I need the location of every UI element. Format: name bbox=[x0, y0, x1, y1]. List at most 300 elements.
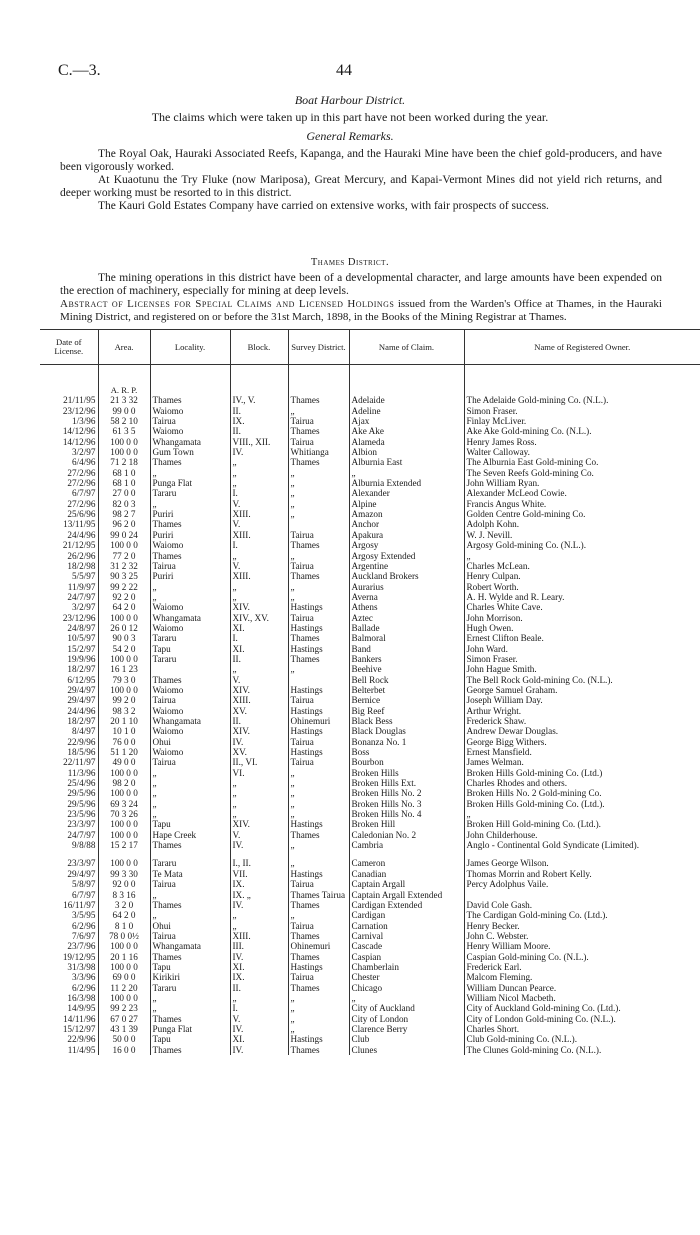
area-p: 0 bbox=[130, 405, 136, 416]
locality: Tairua bbox=[150, 931, 230, 941]
survey-district: Tairua bbox=[288, 972, 349, 982]
registered-owner: Robert Worth. bbox=[464, 582, 700, 592]
block: XV. bbox=[230, 747, 288, 757]
area-r: 2 bbox=[121, 560, 127, 571]
area bbox=[98, 488, 150, 498]
registered-owner: Finlay McLiver. bbox=[464, 416, 700, 426]
area-a: 69 bbox=[112, 972, 122, 983]
table-row bbox=[40, 602, 700, 612]
license-date: 22/9/96 bbox=[67, 736, 96, 747]
locality: Waiomo bbox=[150, 726, 230, 736]
thames-paragraph: The mining operations in this district have been of a developmental character, and large amounts have been expended on the erection of machinery, especially for mining at deep levels. bbox=[60, 272, 662, 297]
area bbox=[98, 437, 150, 447]
table-row bbox=[40, 840, 700, 850]
area-r: 2 bbox=[124, 591, 129, 602]
registered-owner bbox=[464, 890, 700, 900]
locality: Tapu bbox=[150, 962, 230, 972]
table-row bbox=[40, 623, 700, 633]
table-spacer bbox=[40, 850, 700, 858]
registered-owner: City of London Gold-mining Co. (N.L.). bbox=[464, 1014, 700, 1024]
survey-district: Thames bbox=[288, 931, 349, 941]
locality: Whangamata bbox=[150, 437, 230, 447]
table-row bbox=[40, 530, 700, 540]
table-row bbox=[40, 1014, 700, 1024]
area-r: 1 bbox=[124, 478, 129, 489]
area-a: 11 bbox=[110, 982, 120, 993]
area-p: 0 bbox=[133, 653, 138, 664]
license-date: 18/2/97 bbox=[67, 664, 96, 675]
block: IX. bbox=[230, 972, 288, 982]
area bbox=[98, 972, 150, 982]
survey-district: Thames Tairua bbox=[288, 890, 349, 900]
area-a: 8 bbox=[114, 920, 120, 931]
area-r: 3 bbox=[121, 571, 127, 582]
area-p: 24 bbox=[128, 529, 138, 540]
area bbox=[98, 478, 150, 488]
license-date: 3/2/97 bbox=[72, 447, 96, 458]
locality: Puriri bbox=[150, 571, 230, 581]
survey-district: Thames bbox=[288, 952, 349, 962]
claim-name: Chester bbox=[349, 972, 464, 982]
block: VII. bbox=[230, 869, 288, 879]
table-row bbox=[40, 416, 700, 426]
locality: Thames bbox=[150, 675, 230, 685]
license-date: 5/8/97 bbox=[72, 879, 96, 890]
block: XIII. bbox=[230, 509, 288, 519]
survey-district: Tairua bbox=[288, 921, 349, 931]
registered-owner: Simon Fraser. bbox=[464, 654, 700, 664]
area bbox=[98, 900, 150, 910]
registered-owner: Henry Becker. bbox=[464, 921, 700, 931]
area bbox=[98, 695, 150, 705]
area-r: 2 bbox=[124, 695, 129, 706]
area-a: 100 bbox=[110, 436, 124, 447]
area-r: 2 bbox=[124, 519, 129, 530]
table-row bbox=[40, 633, 700, 643]
locality: „ bbox=[150, 768, 230, 778]
table-row bbox=[40, 993, 700, 1003]
block: „ bbox=[230, 809, 288, 819]
survey-district: Hastings bbox=[288, 869, 349, 879]
block: II. bbox=[230, 983, 288, 993]
license-date: 19/12/95 bbox=[62, 951, 96, 962]
claim-name: Ajax bbox=[349, 416, 464, 426]
block: „ bbox=[230, 993, 288, 1003]
license-date: 6/4/96 bbox=[72, 457, 96, 468]
claim-name: Bourbon bbox=[349, 757, 464, 767]
survey-district: „ bbox=[288, 858, 349, 868]
locality: „ bbox=[150, 1003, 230, 1013]
area-a: 21 bbox=[110, 395, 120, 406]
area-a: 10 bbox=[112, 726, 122, 737]
license-date: 15/12/97 bbox=[62, 1023, 96, 1034]
claim-name: Aztec bbox=[349, 613, 464, 623]
claim-name: City of London bbox=[349, 1014, 464, 1024]
block: IV. bbox=[230, 840, 288, 850]
block: I. bbox=[230, 633, 288, 643]
block: IV. bbox=[230, 1024, 288, 1034]
license-date: 18/2/97 bbox=[67, 716, 96, 726]
locality: Thames bbox=[150, 395, 230, 405]
area bbox=[98, 1003, 150, 1013]
block: IX. „ bbox=[230, 890, 288, 900]
block: V. bbox=[230, 675, 288, 685]
license-date: 29/5/96 bbox=[67, 788, 96, 799]
area-units: A. R. P. bbox=[98, 385, 150, 395]
general-remarks-heading: General Remarks. bbox=[306, 129, 394, 143]
area-p: 32 bbox=[128, 395, 138, 406]
survey-district: „ bbox=[288, 592, 349, 602]
abstract-rest: issued from the Warden's Office at Thames, in the Hauraki Mining District, and registered on or before the 31st March, 1898, in the Books of the Mining Registrar at Thames. bbox=[60, 298, 662, 323]
area-p: 0 bbox=[130, 591, 136, 602]
survey-district: „ bbox=[288, 499, 349, 509]
area-r: 0 bbox=[126, 788, 131, 799]
locality: Waiomo bbox=[150, 706, 230, 716]
registered-owner: Frederick Shaw. bbox=[464, 716, 700, 726]
area bbox=[98, 416, 150, 426]
claim-name: Balmoral bbox=[349, 633, 464, 643]
area-a: 92 bbox=[112, 591, 122, 602]
license-date: 29/4/97 bbox=[67, 695, 96, 706]
area-r: 0 bbox=[121, 622, 127, 633]
area-p: 0 bbox=[133, 829, 138, 840]
registered-owner: Henry William Moore. bbox=[464, 941, 700, 951]
registered-owner: Henry James Ross. bbox=[464, 437, 700, 447]
area-p: 30 bbox=[128, 868, 138, 879]
registered-owner: Francis Angus White. bbox=[464, 499, 700, 509]
license-date: 6/7/97 bbox=[72, 488, 96, 499]
area-a: 43 bbox=[110, 1023, 120, 1034]
claim-name: Band bbox=[349, 644, 464, 654]
registered-owner: A. H. Wylde and R. Leary. bbox=[464, 592, 700, 602]
area bbox=[98, 540, 150, 550]
table-row bbox=[40, 499, 700, 509]
area-p: 12 bbox=[128, 622, 138, 633]
claim-name: Clunes bbox=[349, 1045, 464, 1055]
license-date: 24/7/97 bbox=[67, 829, 96, 840]
area bbox=[98, 983, 150, 993]
locality: Whangamata bbox=[150, 613, 230, 623]
area-r: 3 bbox=[121, 798, 127, 809]
license-date: 24/8/97 bbox=[67, 622, 96, 633]
block: V. bbox=[230, 499, 288, 509]
area-a: 79 bbox=[112, 674, 122, 685]
survey-district: Tairua bbox=[288, 437, 349, 447]
area-r: 0 bbox=[126, 829, 131, 840]
locality: „ bbox=[150, 499, 230, 509]
area-a: 100 bbox=[110, 684, 124, 695]
claim-name: Clarence Berry bbox=[349, 1024, 464, 1034]
claim-name: Broken Hill bbox=[349, 819, 464, 829]
survey-district: „ bbox=[288, 840, 349, 850]
locality: Tairua bbox=[150, 879, 230, 889]
survey-district: Thames bbox=[288, 654, 349, 664]
survey-district: „ bbox=[288, 1024, 349, 1034]
survey-district: „ bbox=[288, 788, 349, 798]
table-row bbox=[40, 706, 700, 716]
table-row bbox=[40, 890, 700, 900]
registered-owner: The Alburnia East Gold-mining Co. bbox=[464, 457, 700, 467]
area-a: 99 bbox=[110, 581, 120, 592]
claim-name: Bonanza No. 1 bbox=[349, 737, 464, 747]
thames-heading: Thames District. bbox=[310, 257, 390, 268]
claim-name: Auckland Brokers bbox=[349, 571, 464, 581]
survey-district: Tairua bbox=[288, 695, 349, 705]
survey-district: Thames bbox=[288, 395, 349, 405]
survey-district: „ bbox=[288, 551, 349, 561]
area-p: 17 bbox=[128, 840, 138, 851]
registered-owner: Charles White Cave. bbox=[464, 602, 700, 612]
registered-owner: The Cardigan Gold-mining Co. (Ltd.). bbox=[464, 910, 700, 920]
area bbox=[98, 799, 150, 809]
registered-owner: Charles Rhodes and others. bbox=[464, 778, 700, 788]
block: IV. bbox=[230, 737, 288, 747]
license-date: 19/9/96 bbox=[67, 653, 96, 664]
claim-name: Anchor bbox=[349, 519, 464, 529]
block: II. bbox=[230, 654, 288, 664]
claim-name: Caledonian No. 2 bbox=[349, 830, 464, 840]
boat-harbour-text: The claims which were taken up in this part have not been worked during the year. bbox=[151, 110, 549, 124]
area-a: 61 bbox=[112, 426, 122, 437]
area-r: 2 bbox=[121, 1003, 127, 1014]
area bbox=[98, 1045, 150, 1055]
area-a: 99 bbox=[110, 868, 120, 879]
table-row bbox=[40, 468, 700, 478]
area bbox=[98, 633, 150, 643]
survey-district: Thames bbox=[288, 830, 349, 840]
area-a: 100 bbox=[110, 447, 124, 458]
claim-name: Apakura bbox=[349, 530, 464, 540]
locality: Thames bbox=[150, 551, 230, 561]
area-a: 68 bbox=[112, 478, 122, 489]
survey-district: Thames bbox=[288, 983, 349, 993]
survey-district: „ bbox=[288, 1003, 349, 1013]
locality: „ bbox=[150, 468, 230, 478]
area bbox=[98, 602, 150, 612]
locality: Waiomo bbox=[150, 426, 230, 436]
remark-paragraph: At Kuaotunu the Try Fluke (now Mariposa), Great Mercury, and Kapai-Vermont Mines did not yield rich returns, and deeper working must be resorted to in this district. bbox=[60, 174, 662, 199]
area-r: 1 bbox=[121, 920, 127, 931]
area-a: 99 bbox=[110, 529, 120, 540]
block: IV. bbox=[230, 900, 288, 910]
table-row bbox=[40, 592, 700, 602]
locality: Ohui bbox=[150, 921, 230, 931]
area-p: 0 bbox=[133, 788, 138, 799]
area-p: 0 bbox=[130, 695, 136, 706]
area bbox=[98, 571, 150, 581]
license-date: 5/5/97 bbox=[72, 571, 96, 582]
area-a: 58 bbox=[110, 416, 120, 427]
survey-district: Tairua bbox=[288, 613, 349, 623]
block: II., VI. bbox=[230, 757, 288, 767]
registered-owner: William Nicol Macbeth. bbox=[464, 993, 700, 1003]
block: „ bbox=[230, 551, 288, 561]
locality: „ bbox=[150, 993, 230, 1003]
area-p: 0 bbox=[133, 858, 138, 869]
table-row bbox=[40, 869, 700, 879]
remark-paragraph: The Kauri Gold Estates Company have carried on extensive works, with fair prospects of success. bbox=[98, 200, 549, 212]
block: IV. bbox=[230, 952, 288, 962]
area bbox=[98, 737, 150, 747]
block: I. bbox=[230, 1003, 288, 1013]
area-a: 64 bbox=[112, 910, 122, 921]
area-p: 0½ bbox=[127, 930, 139, 941]
area-r: 0 bbox=[124, 757, 129, 768]
locality: Waiomo bbox=[150, 406, 230, 416]
license-date: 29/5/96 bbox=[67, 798, 96, 809]
block: XIV. bbox=[230, 819, 288, 829]
page-number: 44 bbox=[336, 62, 352, 79]
survey-district: Tairua bbox=[288, 561, 349, 571]
area-r: 1 bbox=[121, 716, 127, 726]
registered-owner: Simon Fraser. bbox=[464, 406, 700, 416]
block: XIV. bbox=[230, 685, 288, 695]
area-r: 3 bbox=[124, 674, 129, 685]
area-p: 39 bbox=[128, 1023, 138, 1034]
area bbox=[98, 426, 150, 436]
table-row bbox=[40, 613, 700, 623]
license-date: 27/2/96 bbox=[67, 478, 96, 489]
license-date: 22/9/96 bbox=[67, 1034, 96, 1045]
area-p: 23 bbox=[128, 664, 138, 675]
header-survey: Survey District. bbox=[288, 330, 349, 365]
claim-name: Broken Hills bbox=[349, 768, 464, 778]
registered-owner: The Clunes Gold-mining Co. (N.L.). bbox=[464, 1045, 700, 1055]
locality: „ bbox=[150, 778, 230, 788]
area-r: 1 bbox=[121, 1023, 127, 1034]
locality: Punga Flat bbox=[150, 478, 230, 488]
survey-district: „ bbox=[288, 468, 349, 478]
block: V. bbox=[230, 561, 288, 571]
survey-district: Tairua bbox=[288, 530, 349, 540]
abstract-lead: Abstract of Licenses for Special Claims and Licensed Holdings bbox=[60, 298, 395, 310]
block: V. bbox=[230, 1014, 288, 1024]
claim-name: Averna bbox=[349, 592, 464, 602]
area bbox=[98, 931, 150, 941]
block: XIII. bbox=[230, 695, 288, 705]
locality: Tararu bbox=[150, 858, 230, 868]
registered-owner: Walter Calloway. bbox=[464, 447, 700, 457]
area-r: 0 bbox=[126, 858, 131, 869]
area-p: 10 bbox=[128, 416, 138, 427]
claim-name: Cardigan bbox=[349, 910, 464, 920]
table-row bbox=[40, 395, 700, 405]
area bbox=[98, 551, 150, 561]
claim-name: Chamberlain bbox=[349, 962, 464, 972]
survey-district: Thames bbox=[288, 540, 349, 550]
area bbox=[98, 819, 150, 829]
area-p: 0 bbox=[130, 488, 136, 499]
registered-owner: Alexander McLeod Cowie. bbox=[464, 488, 700, 498]
locality: Te Mata bbox=[150, 869, 230, 879]
locality: Waiomo bbox=[150, 747, 230, 757]
table-header-row bbox=[40, 330, 700, 365]
survey-district: „ bbox=[288, 488, 349, 498]
license-date: 14/12/96 bbox=[62, 426, 96, 437]
table-row bbox=[40, 900, 700, 910]
area-r: 0 bbox=[124, 498, 129, 509]
claim-name: Bankers bbox=[349, 654, 464, 664]
area-a: 49 bbox=[112, 757, 122, 768]
license-date: 10/5/97 bbox=[67, 633, 96, 644]
registered-owner: Henry Culpan. bbox=[464, 571, 700, 581]
registered-owner: Club Gold-mining Co. (N.L.). bbox=[464, 1034, 700, 1044]
area-a: 78 bbox=[109, 930, 119, 941]
area-a: 69 bbox=[110, 798, 120, 809]
area-p: 20 bbox=[128, 982, 138, 993]
area-a: 54 bbox=[112, 643, 122, 654]
registered-owner: David Cole Gash. bbox=[464, 900, 700, 910]
block: I., II. bbox=[230, 858, 288, 868]
area-r: 0 bbox=[126, 941, 131, 952]
registered-owner: John Morrison. bbox=[464, 613, 700, 623]
license-date: 24/7/97 bbox=[67, 591, 96, 602]
license-date: 16/11/97 bbox=[63, 899, 96, 910]
area-a: 98 bbox=[112, 705, 122, 716]
area bbox=[98, 840, 150, 850]
block: XIV., XV. bbox=[230, 613, 288, 623]
claim-name: Argentine bbox=[349, 561, 464, 571]
area bbox=[98, 664, 150, 674]
license-date: 8/4/97 bbox=[72, 726, 96, 737]
claim-name: Athens bbox=[349, 602, 464, 612]
area-r: 0 bbox=[126, 612, 131, 623]
registered-owner: Frederick Earl. bbox=[464, 962, 700, 972]
registered-owner: William Duncan Pearce. bbox=[464, 983, 700, 993]
area bbox=[98, 685, 150, 695]
area-p: 0 bbox=[128, 899, 134, 910]
area bbox=[98, 716, 150, 726]
table-row bbox=[40, 952, 700, 962]
claim-name: Alburnia Extended bbox=[349, 478, 464, 488]
table-row bbox=[40, 457, 700, 467]
area-p: 25 bbox=[128, 571, 138, 582]
area-p: 0 bbox=[133, 684, 138, 695]
survey-district: Hastings bbox=[288, 1034, 349, 1044]
locality: „ bbox=[150, 592, 230, 602]
claim-name: Broken Hills Ext. bbox=[349, 778, 464, 788]
block: IV. bbox=[230, 447, 288, 457]
registered-owner: Broken Hills Gold-mining Co. (Ltd.) bbox=[464, 768, 700, 778]
license-date: 18/2/98 bbox=[67, 560, 96, 571]
survey-district: Hastings bbox=[288, 819, 349, 829]
area bbox=[98, 457, 150, 467]
registered-owner: Golden Centre Gold-mining Co. bbox=[464, 509, 700, 519]
license-date: 24/4/96 bbox=[67, 529, 96, 540]
license-date: 11/3/96 bbox=[67, 767, 96, 778]
area-p: 0 bbox=[130, 478, 136, 489]
registered-owner: John William Ryan. bbox=[464, 478, 700, 488]
license-date: 14/12/96 bbox=[62, 436, 96, 447]
table-row bbox=[40, 931, 700, 941]
area-a: 16 bbox=[112, 1044, 122, 1055]
area-a: 71 bbox=[110, 457, 120, 468]
claim-name: Boss bbox=[349, 747, 464, 757]
registered-owner: Ernest Mansfield. bbox=[464, 747, 700, 757]
registered-owner: Joseph William Day. bbox=[464, 695, 700, 705]
area-a: 100 bbox=[110, 858, 124, 869]
table-row bbox=[40, 819, 700, 829]
area bbox=[98, 644, 150, 654]
locality bbox=[150, 664, 230, 674]
area-a: 8 bbox=[112, 889, 118, 900]
area bbox=[98, 952, 150, 962]
license-date: 23/3/97 bbox=[67, 858, 96, 869]
area bbox=[98, 468, 150, 478]
remark-paragraph: The Royal Oak, Hauraki Associated Reefs, Kapanga, and the Hauraki Mine have been the chief gold-producers, and have been vigorously worked. bbox=[60, 148, 662, 173]
area bbox=[98, 706, 150, 716]
registered-owner: Percy Adolphus Vaile. bbox=[464, 879, 700, 889]
